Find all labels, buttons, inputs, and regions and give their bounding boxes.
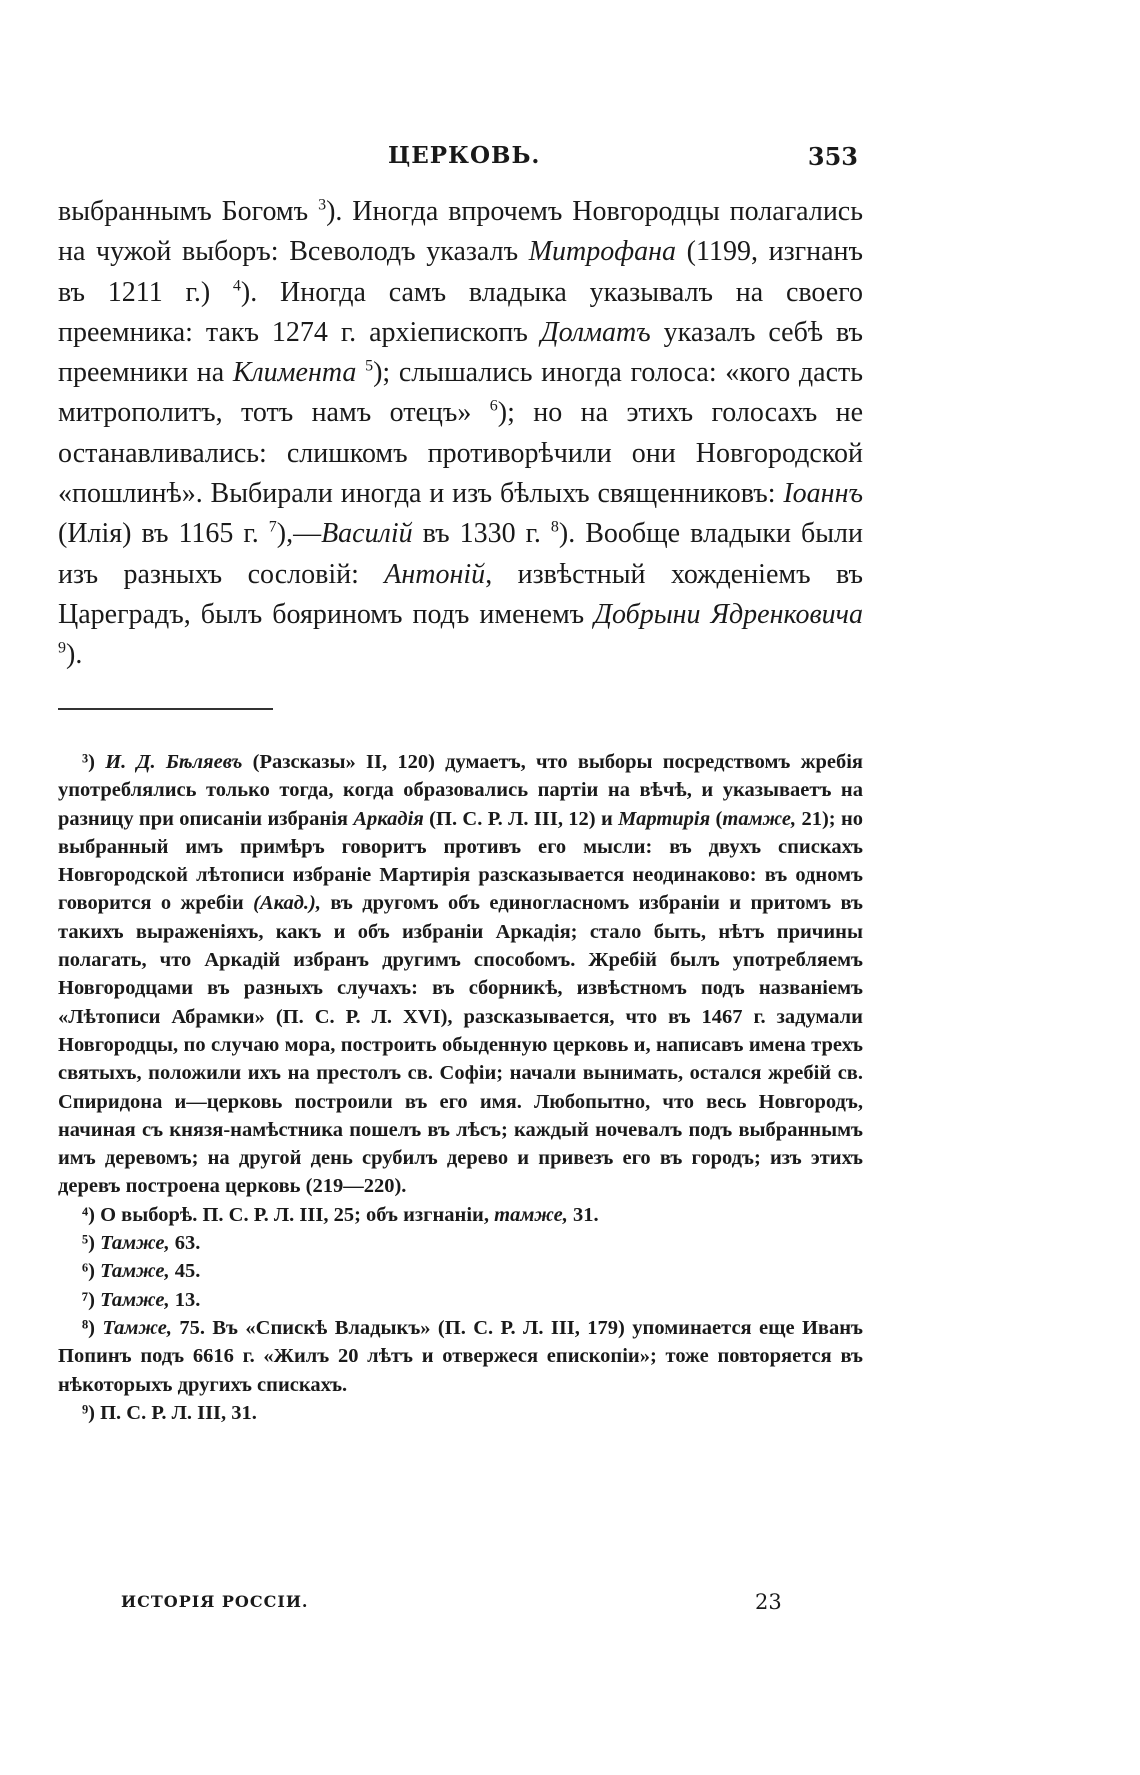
text-run: 45. xyxy=(169,1260,201,1283)
footnote-6 xyxy=(58,1257,863,1285)
text-run: ). Иногда впрочемъ Новгородцы полагались на чужой выборъ: Всеволодъ указалъ xyxy=(58,196,864,268)
text-run: 21); но выбранный имъ примѣръ говоритъ противъ его мысли: въ двухъ спискахъ Новгородской лѣтописи избраніе Мартирія разсказывается неодинаково: въ одномъ говорится о жребіи xyxy=(58,807,864,915)
text-run: ),— xyxy=(276,518,322,550)
footnote-mark: ⁵) xyxy=(82,1232,95,1255)
text-run: ). Иногда самъ владыка указывалъ на своего преемника: такъ 1274 г. архіепископъ xyxy=(58,276,863,348)
italic-name: Василій xyxy=(321,518,413,550)
text-run: въ 1330 г. xyxy=(412,518,551,550)
footnote-ref: 3 xyxy=(318,196,327,214)
main-text xyxy=(58,192,863,676)
footnote-separator xyxy=(58,708,273,710)
page-number: 353 xyxy=(807,142,858,171)
footnote-ref: 9 xyxy=(58,639,66,657)
text-run: 13. xyxy=(169,1288,201,1311)
running-title: ЦЕРКОВЬ. xyxy=(388,142,541,169)
text-run: , извѣстный хожденіемъ въ Цареградъ, былъ бояриномъ подъ именемъ xyxy=(58,558,864,630)
text-run: указалъ себѣ въ преемники на xyxy=(58,316,863,389)
footnote-5 xyxy=(58,1229,863,1257)
italic-name: Антоній xyxy=(384,558,486,590)
italic-text: (Акад.), xyxy=(253,892,321,915)
text-run: (1199, изгнанъ въ 1211 г.) xyxy=(58,236,863,308)
sheet-number: 23 xyxy=(755,1590,782,1614)
footnote-7 xyxy=(58,1286,863,1314)
footnote-8 xyxy=(58,1314,863,1399)
footnote-mark: ⁴) xyxy=(82,1203,95,1226)
italic-name: Митрофана xyxy=(528,236,677,268)
italic-name: Климента xyxy=(232,357,357,389)
italic-text: Тамже, xyxy=(100,1260,170,1283)
text-run: ); слышались иногда голоса: «кого дасть митрополитъ, тотъ намъ отецъ» xyxy=(58,357,864,429)
footnote-ref: 6 xyxy=(489,398,498,416)
text-run: ); но на этихъ голосахъ не останавливались: слишкомъ противорѣчили они Новгородской «пошлинѣ». Выбирали иногда и изъ бѣлыхъ священниковъ: xyxy=(58,397,863,510)
text-run: (П. С. Р. Л. III, 12) и xyxy=(423,807,619,830)
italic-text: Тамже, xyxy=(100,1232,170,1255)
footnote-9 xyxy=(58,1399,863,1427)
footnote-ref: 4 xyxy=(232,277,241,295)
footnotes xyxy=(58,748,863,1427)
text-run: (Илія) въ 1165 г. xyxy=(58,518,269,550)
page-footer xyxy=(58,1592,863,1622)
text-run: О выборѣ. П. С. Р. Л. III, 25; объ изгнаніи, xyxy=(94,1203,495,1226)
signature-mark: ИСТОРІЯ РОССІИ. xyxy=(121,1592,309,1611)
footnote-3 xyxy=(58,748,863,1201)
text-run: 31. xyxy=(567,1203,599,1226)
italic-text: Мартирія xyxy=(618,807,711,830)
footnote-4 xyxy=(58,1201,863,1229)
running-header xyxy=(58,142,858,182)
text-run: ( xyxy=(710,807,723,830)
italic-name: Іоаннъ xyxy=(783,478,863,510)
footnote-ref: 7 xyxy=(268,519,277,537)
text-run: П. С. Р. Л. III, 31. xyxy=(94,1401,257,1424)
italic-text: Аркадія xyxy=(353,807,424,830)
italic-text: И. Д. Бѣляевъ xyxy=(105,751,243,773)
footnote-mark: ⁸) xyxy=(82,1316,95,1339)
footnote-mark: ⁶) xyxy=(82,1260,95,1283)
text-run: 75. Въ «Спискѣ Владыкъ» (П. С. Р. Л. III, 179) упоминается еще Иванъ Попинъ подъ 6616 г. «Жилъ 20 лѣтъ и отвержеся епископіи»; тоже повторяется въ нѣкоторыхъ другихъ спискахъ. xyxy=(58,1316,863,1396)
footnote-mark: ³) xyxy=(82,751,95,773)
footnote-mark: ⁹) xyxy=(82,1401,95,1424)
italic-name: Долматъ xyxy=(540,316,651,348)
text-run: ). xyxy=(66,639,83,671)
footnote-mark: ⁷) xyxy=(82,1288,95,1311)
italic-name: Добрыни Ядренковича xyxy=(594,598,863,630)
text-run: выбраннымъ Богомъ xyxy=(58,196,319,227)
footnote-ref: 5 xyxy=(365,357,374,375)
italic-text: Тамже, xyxy=(102,1316,172,1339)
footnote-ref: 8 xyxy=(550,519,559,537)
text-run: ). Вообще владыки были изъ разныхъ сословій: xyxy=(58,518,864,590)
body-paragraph xyxy=(58,192,863,676)
text-run: (Разсказы» II, 120) думаетъ, что выборы посредствомъ жребія употреблялись только тогда, когда образовались партіи на вѣчѣ, и указываетъ на разницу при описаніи избранія xyxy=(58,751,863,830)
text-run: 63. xyxy=(169,1232,201,1255)
italic-text: Тамже, xyxy=(100,1288,170,1311)
italic-text: тамже, xyxy=(494,1203,568,1226)
text-run: въ другомъ объ единогласномъ избраніи и притомъ въ такихъ выраженіяхъ, какъ и объ избраніи Аркадія; стало быть, нѣтъ причины полагать, что Аркадій избранъ другимъ способомъ. Жребій былъ употребляемъ Новгородцами въ разныхъ случахъ: въ сборникѣ, извѣстномъ подъ названіемъ «Лѣтописи Абрамки» (П. С. Р. Л. XVI), разсказывается, что въ 1467 г. задумали Новгородцы, по случаю мора, построить обыденную церковь и, написавъ имена трехъ святыхъ, положили ихъ на престолъ св. Софіи; начали вынимать, остался жребій св. Спиридона и—церковь построили въ его имя. Любопытно, что весь Новгородъ, начиная съ князя-намѣстника пошелъ въ лѣсъ; каждый ночевалъ подъ выбраннымъ имъ деревомъ; на другой день срубилъ дерево и привезъ его въ городъ; изъ этихъ деревъ построена церковь (219—220). xyxy=(58,892,863,1198)
italic-text: тамже, xyxy=(722,807,797,830)
